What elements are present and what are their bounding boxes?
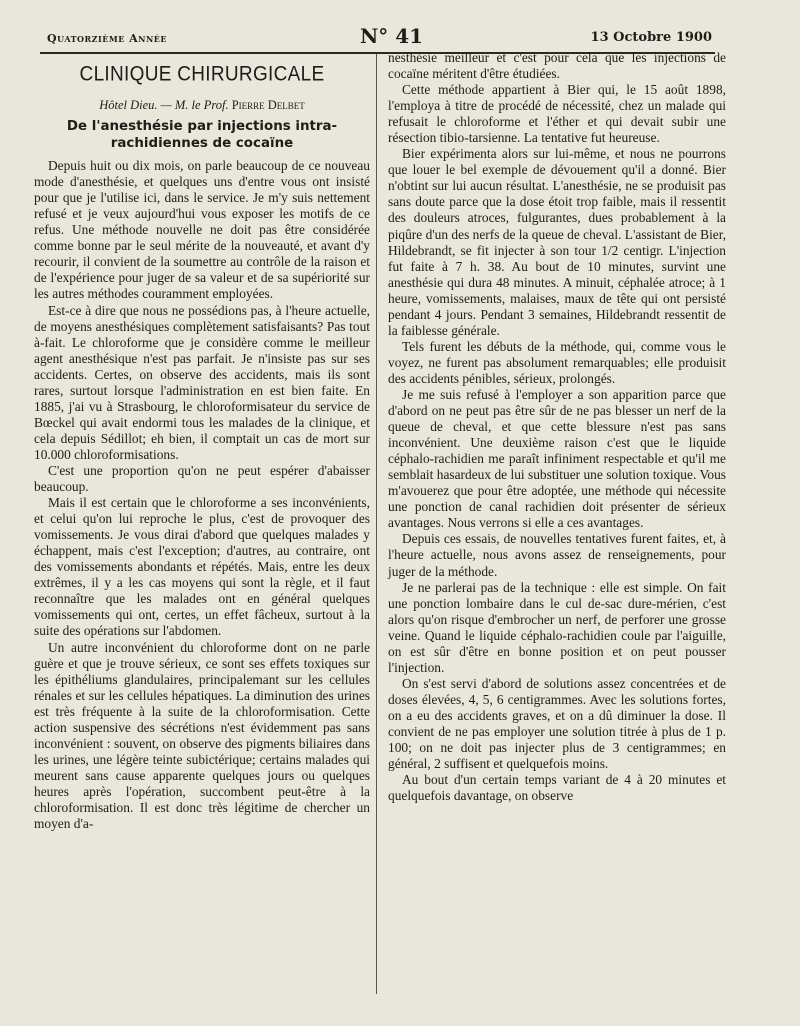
paragraph: Bier expérimenta alors sur lui-même, et nous ne pourrons que louer le bel exemple de dévouement qu'il a donné. Bier n'obtint sur lui aucun résultat. L'anesthésie, ne se produisit pas sans doute parce que la dose étoit trop faible, mais il ressentit des douleurs atroces, fulgurantes, dues probablement à la piqûre d'un des nerfs de la queue de cheval. L'assistant de Bier, Hildebrandt, se fit injecter à son tour 1/2 centigr. L'injection fut faite à 7 h. 38. Au bout de 10 minutes, survint une anesthésie qui dura 48 minutes. A minuit, céphalée atroce; à 1 heure, vomissements, malaises, maux de tête qui ont persisté pendant 4 jours. Pendant 3 semaines, Hildebrandt ressentit de la faiblesse générale. [388,146,726,338]
byline-author: Pierre Delbet [231,98,305,113]
paragraph: Depuis huit ou dix mois, on parle beaucoup de ce nouveau mode d'anesthésie, et quelques uns d'entre vous ont insisté pour que je l'utilise ici, dans le service. Je m'y suis nettement refusé et je veux aujourd'hui vous exposer les motifs de ce refus. Une méthode nouvelle ne doit pas être considérée comme bonne par le seul mérite de la nouveauté, et avant d'y recourir, il convient de la soumettre au contrôle de la raison et de l'expérience pour juger de sa valeur et de sa supériorité sur les autres méthodes couramment employées. [34,158,370,302]
masthead [47,24,712,50]
paragraph: Un autre inconvénient du chloroforme dont on ne parle guère et que je trouve sérieux, ce sont ses effets toxiques sur les épithéliums glandulaires, principalemant sur les cellules rénales et sur les cellules hépatiques. La diminution des urines est très fréquente à la suite de la chloroformisation. Cette action suspensive des sécrétions n'est évidemment pas sans inconvénient : souvent, on observe des pigments biliaires dans les urines, une légère teinte subictérique; certains malades qui meurent sans cause apparente quelques jours ou quelques heures après l'opération, succombent peut-être à la chloroformisation. Il est donc très légitime de chercher un moyen d'a- [34,639,370,832]
paragraph: On s'est servi d'abord de solutions assez concentrées et de doses élevées, 4, 5, 6 centigrammes. Avec les solutions fortes, on a eu des accidents graves, et on a dû diminuer la dose. Il convient de ne pas employer une solution titrée à plus de 1 p. 100; on ne doit pas injecter plus de 3 centigrammes; en général, 2 suffisent et quelquefois moins. [388,675,726,772]
paragraph: Cette méthode appartient à Bier qui, le 15 août 1898, l'employa à titre de procédé de nécessité, chez un malade qui refusait le chloroforme et l'éther et qui devait subir une résection tibio-tarsienne. La tentative fut heureuse. [388,82,726,146]
issue-number: N° 41 [360,24,424,48]
year-label: Quatorzième Année [47,32,167,45]
section-title: CLINIQUE CHIRURGICALE [79,62,325,87]
paragraph: Je ne parlerai pas de la technique : elle est simple. On fait une ponction lombaire dans le cul de-sac dure-mérien, c'est alors qu'on risque d'embrocher un nerf, de perforer une grosse veine. Quand le liquide céphalo-rachidien coule par l'aiguille, on est sûr d'être en bonne position et on peut pousser l'injection. [388,579,726,675]
paragraph: Est-ce à dire que nous ne possédions pas, à l'heure actuelle, de moyens anesthésiques complètement satisfaisants? Pas tout à-fait. Le chloroforme que je considère comme le meilleur agent anesthésique n'est pas parfait. Je n'insiste pas sur ses accidents. Certes, on observe des accidents, mais ils sont rares, surtout lorsque l'administration en est bien faite. En 1885, j'ai vu à Strasbourg, le chloroformisateur du service de Bœckel qui avait endormi tous les malades de la clinique, et cela depuis Sédillot; eh bien, il comptait un cas de mort sur 10.000 chloroformisations. [34,302,370,462]
left-column [34,58,370,832]
column-divider [376,54,377,994]
paragraph: Tels furent les débuts de la méthode, qui, comme vous le voyez, ne furent pas absolument remarquables; elle produisit des accidents pénibles, sérieux, prolongés. [388,338,726,386]
paragraph: nesthésie meilleur et c'est pour cela que les injections de cocaïne méritent d'être étudiées. [388,50,726,82]
issue-date: 13 Octobre 1900 [590,30,712,45]
paragraph: Depuis ces essais, de nouvelles tentatives furent faites, et, à l'heure actuelle, nous avons assez de renseignements, pour juger de la méthode. [388,531,726,579]
byline [34,97,370,113]
paragraph: Je me suis refusé à l'employer a son apparition parce que d'abord on ne peut pas être sûr de ne pas blesser un nerf de la queue de cheval, et que cette blessure n'est pas sans inconvénient. Une deuxième raison c'est que le liquide céphalo-rachidien me paraît infiniment respectable et qu'il me semblait hasardeux de lui substituer une solution toxique. Vous m'avouerez que pour être adoptée, une méthode qui nécessite une ponction de canal rachidien doit présenter de sérieux avantages. Nous verrons si elle a ces avantages. [388,386,726,531]
paragraph: Mais il est certain que le chloroforme a ses inconvénients, et celui qu'on lui reproche le plus, c'est de provoquer des vomissements. Je vous dirai d'abord que quelques malades y échappent, mais c'est l'exception; d'autres, au contraire, ont des vomissements abondants et répétés. Mais, entre les deux extrêmes, il y a les cas moyens qui sont la règle, et il faut reconnaître que les malades ont en général quelques vomissements qui ont, certes, un effet fâcheux, surtout à la suite des opérations sur l'abdomen. [34,495,370,639]
article-title: De l'anesthésie par injections intra-rachidiennes de cocaïne [66,119,338,152]
byline-dash: — M. le Prof. [157,98,232,113]
paragraph: Au bout d'un certain temps variant de 4 à 20 minutes et quelquefois davantage, on observe [388,772,726,804]
byline-place: Hôtel Dieu. [99,98,158,113]
paragraph: C'est une proportion qu'on ne peut espérer d'abaisser beaucoup. [34,462,370,495]
right-column [388,50,726,804]
